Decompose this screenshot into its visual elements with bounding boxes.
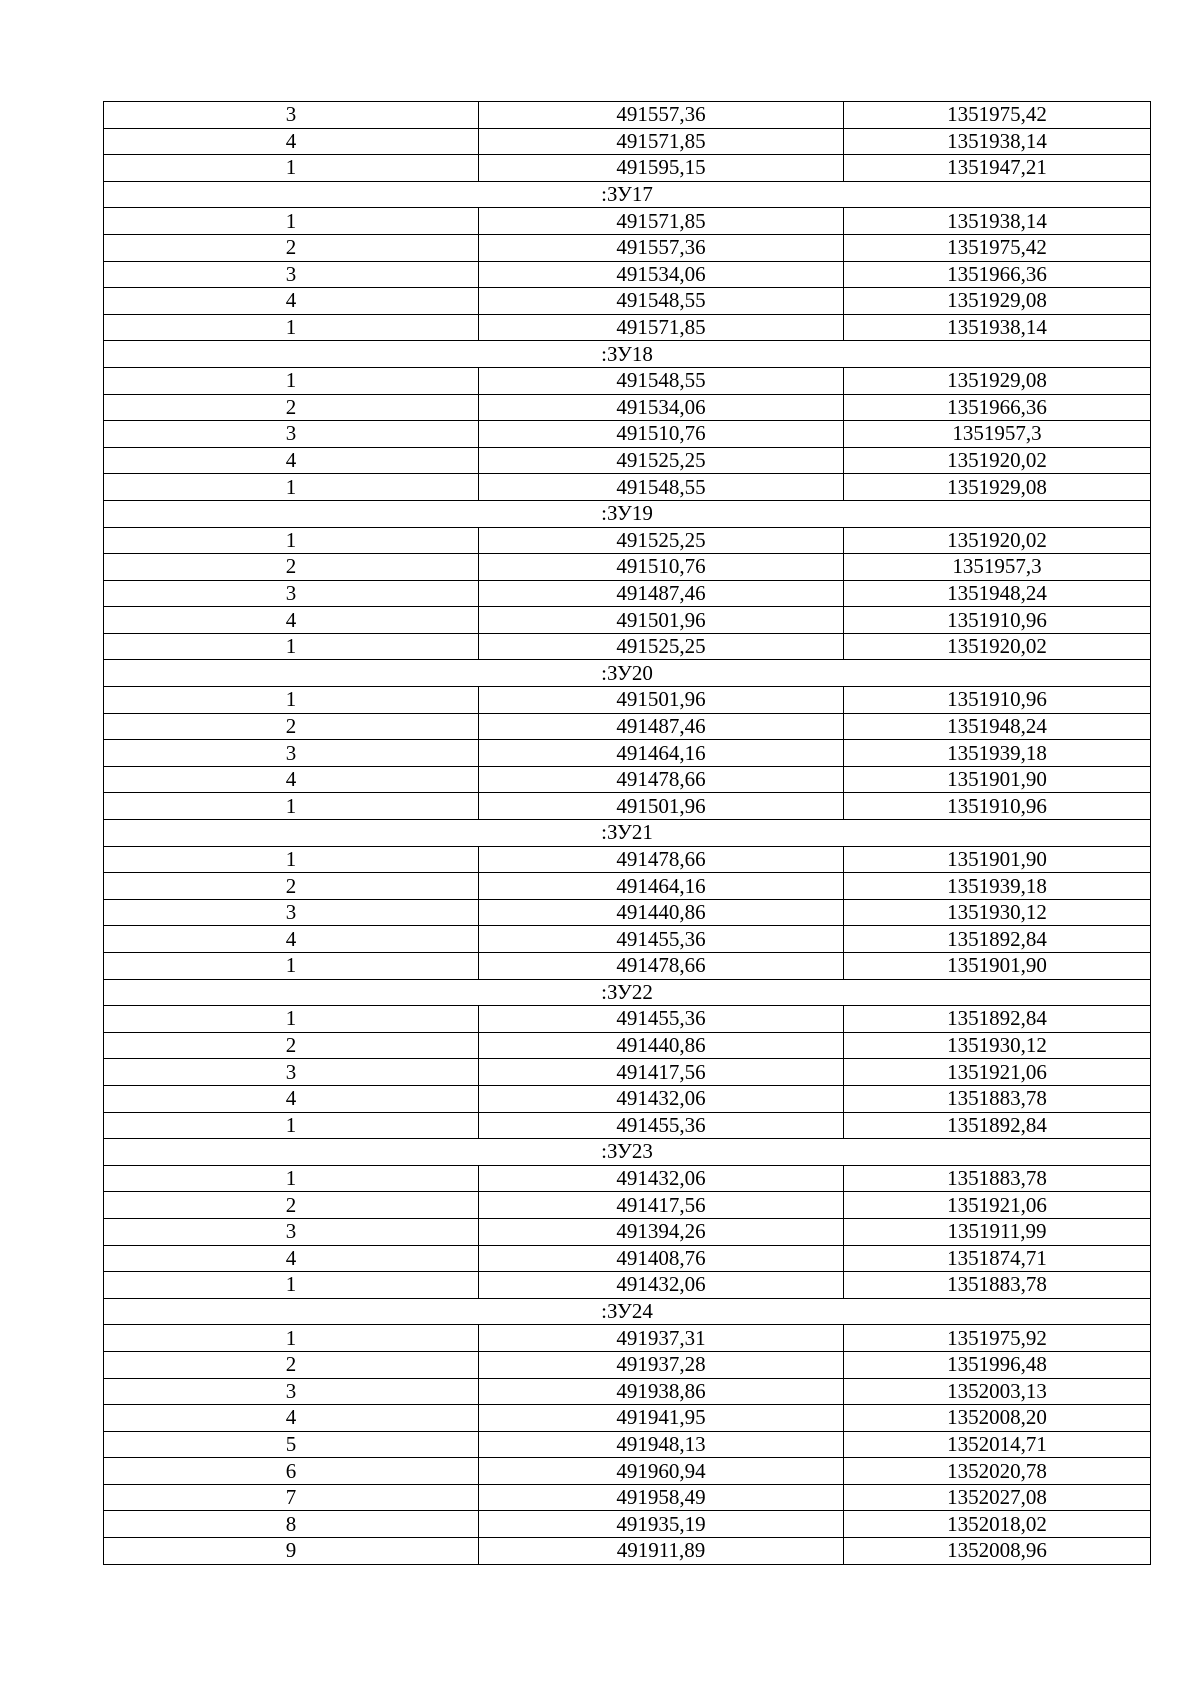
x-coordinate-cell: 491595,15 (479, 155, 844, 182)
table-row (104, 421, 1151, 448)
y-coordinate-cell: 1351957,3 (844, 421, 1151, 448)
table-row (104, 1351, 1151, 1378)
y-coordinate-cell: 1351883,78 (844, 1272, 1151, 1299)
point-number-cell: 3 (104, 261, 479, 288)
x-coordinate-cell: 491417,56 (479, 1192, 844, 1219)
x-coordinate-cell: 491501,96 (479, 607, 844, 634)
plot-header-row (104, 181, 1151, 208)
table-row (104, 1059, 1151, 1086)
x-coordinate-cell: 491548,55 (479, 288, 844, 315)
x-coordinate-cell: 491510,76 (479, 421, 844, 448)
point-number-cell: 2 (104, 1192, 479, 1219)
point-number-cell: 1 (104, 1165, 479, 1192)
x-coordinate-cell: 491501,96 (479, 793, 844, 820)
table-row (104, 1538, 1151, 1565)
table-row (104, 953, 1151, 980)
x-coordinate-cell: 491464,16 (479, 740, 844, 767)
plot-header-row (104, 979, 1151, 1006)
y-coordinate-cell: 1351975,42 (844, 102, 1151, 129)
x-coordinate-cell: 491455,36 (479, 1006, 844, 1033)
y-coordinate-cell: 1352008,20 (844, 1405, 1151, 1432)
point-number-cell: 3 (104, 102, 479, 129)
point-number-cell: 4 (104, 288, 479, 315)
x-coordinate-cell: 491571,85 (479, 128, 844, 155)
plot-id-label: :ЗУ21 (104, 820, 1151, 847)
x-coordinate-cell: 491534,06 (479, 394, 844, 421)
x-coordinate-cell: 491958,49 (479, 1484, 844, 1511)
x-coordinate-cell: 491911,89 (479, 1538, 844, 1565)
table-row (104, 288, 1151, 315)
x-coordinate-cell: 491440,86 (479, 899, 844, 926)
x-coordinate-cell: 491941,95 (479, 1405, 844, 1432)
point-number-cell: 1 (104, 1325, 479, 1352)
table-row (104, 1511, 1151, 1538)
table-row (104, 554, 1151, 581)
y-coordinate-cell: 1351892,84 (844, 1006, 1151, 1033)
x-coordinate-cell: 491478,66 (479, 846, 844, 873)
table-row (104, 1484, 1151, 1511)
table-row (104, 261, 1151, 288)
point-number-cell: 4 (104, 926, 479, 953)
point-number-cell: 2 (104, 1032, 479, 1059)
table-row (104, 474, 1151, 501)
point-number-cell: 1 (104, 155, 479, 182)
table-row (104, 447, 1151, 474)
table-row (104, 1245, 1151, 1272)
table-row (104, 580, 1151, 607)
point-number-cell: 1 (104, 953, 479, 980)
table-row (104, 607, 1151, 634)
table-row (104, 1405, 1151, 1432)
table-row (104, 102, 1151, 129)
table-row (104, 1431, 1151, 1458)
x-coordinate-cell: 491938,86 (479, 1378, 844, 1405)
table-row (104, 1192, 1151, 1219)
point-number-cell: 4 (104, 1085, 479, 1112)
y-coordinate-cell: 1351892,84 (844, 1112, 1151, 1139)
x-coordinate-cell: 491557,36 (479, 234, 844, 261)
point-number-cell: 6 (104, 1458, 479, 1485)
point-number-cell: 2 (104, 554, 479, 581)
point-number-cell: 1 (104, 314, 479, 341)
y-coordinate-cell: 1351938,14 (844, 128, 1151, 155)
y-coordinate-cell: 1351975,92 (844, 1325, 1151, 1352)
x-coordinate-cell: 491525,25 (479, 527, 844, 554)
plot-header-row (104, 341, 1151, 368)
table-row (104, 1112, 1151, 1139)
y-coordinate-cell: 1351939,18 (844, 740, 1151, 767)
y-coordinate-cell: 1351910,96 (844, 687, 1151, 714)
table-row (104, 1085, 1151, 1112)
table-row (104, 899, 1151, 926)
y-coordinate-cell: 1351910,96 (844, 793, 1151, 820)
coordinates-table-body (104, 102, 1151, 1565)
table-row (104, 527, 1151, 554)
y-coordinate-cell: 1351920,02 (844, 527, 1151, 554)
plot-header-row (104, 660, 1151, 687)
point-number-cell: 3 (104, 740, 479, 767)
table-row (104, 1378, 1151, 1405)
y-coordinate-cell: 1351947,21 (844, 155, 1151, 182)
point-number-cell: 1 (104, 633, 479, 660)
table-row (104, 766, 1151, 793)
x-coordinate-cell: 491501,96 (479, 687, 844, 714)
x-coordinate-cell: 491548,55 (479, 474, 844, 501)
point-number-cell: 2 (104, 394, 479, 421)
point-number-cell: 2 (104, 1351, 479, 1378)
x-coordinate-cell: 491548,55 (479, 367, 844, 394)
table-row (104, 367, 1151, 394)
table-row (104, 687, 1151, 714)
point-number-cell: 7 (104, 1484, 479, 1511)
x-coordinate-cell: 491394,26 (479, 1218, 844, 1245)
x-coordinate-cell: 491464,16 (479, 873, 844, 900)
point-number-cell: 9 (104, 1538, 479, 1565)
y-coordinate-cell: 1351939,18 (844, 873, 1151, 900)
y-coordinate-cell: 1351901,90 (844, 766, 1151, 793)
table-row (104, 740, 1151, 767)
y-coordinate-cell: 1351930,12 (844, 1032, 1151, 1059)
x-coordinate-cell: 491432,06 (479, 1272, 844, 1299)
y-coordinate-cell: 1351921,06 (844, 1059, 1151, 1086)
x-coordinate-cell: 491948,13 (479, 1431, 844, 1458)
y-coordinate-cell: 1352027,08 (844, 1484, 1151, 1511)
point-number-cell: 8 (104, 1511, 479, 1538)
point-number-cell: 4 (104, 1245, 479, 1272)
y-coordinate-cell: 1351948,24 (844, 580, 1151, 607)
table-row (104, 793, 1151, 820)
y-coordinate-cell: 1351966,36 (844, 261, 1151, 288)
table-row (104, 1218, 1151, 1245)
point-number-cell: 1 (104, 367, 479, 394)
table-row (104, 1272, 1151, 1299)
x-coordinate-cell: 491534,06 (479, 261, 844, 288)
y-coordinate-cell: 1351892,84 (844, 926, 1151, 953)
y-coordinate-cell: 1351929,08 (844, 367, 1151, 394)
point-number-cell: 4 (104, 447, 479, 474)
x-coordinate-cell: 491960,94 (479, 1458, 844, 1485)
y-coordinate-cell: 1351883,78 (844, 1165, 1151, 1192)
y-coordinate-cell: 1351966,36 (844, 394, 1151, 421)
point-number-cell: 3 (104, 1059, 479, 1086)
x-coordinate-cell: 491571,85 (479, 314, 844, 341)
y-coordinate-cell: 1351938,14 (844, 314, 1151, 341)
y-coordinate-cell: 1352018,02 (844, 1511, 1151, 1538)
table-row (104, 873, 1151, 900)
x-coordinate-cell: 491478,66 (479, 953, 844, 980)
y-coordinate-cell: 1352003,13 (844, 1378, 1151, 1405)
point-number-cell: 1 (104, 1272, 479, 1299)
x-coordinate-cell: 491525,25 (479, 447, 844, 474)
y-coordinate-cell: 1351874,71 (844, 1245, 1151, 1272)
plot-id-label: :ЗУ23 (104, 1139, 1151, 1166)
x-coordinate-cell: 491432,06 (479, 1085, 844, 1112)
x-coordinate-cell: 491408,76 (479, 1245, 844, 1272)
y-coordinate-cell: 1351948,24 (844, 713, 1151, 740)
table-row (104, 1006, 1151, 1033)
x-coordinate-cell: 491557,36 (479, 102, 844, 129)
y-coordinate-cell: 1352014,71 (844, 1431, 1151, 1458)
point-number-cell: 1 (104, 1112, 479, 1139)
point-number-cell: 3 (104, 421, 479, 448)
y-coordinate-cell: 1351883,78 (844, 1085, 1151, 1112)
y-coordinate-cell: 1351929,08 (844, 474, 1151, 501)
point-number-cell: 4 (104, 128, 479, 155)
x-coordinate-cell: 491440,86 (479, 1032, 844, 1059)
point-number-cell: 1 (104, 474, 479, 501)
x-coordinate-cell: 491937,28 (479, 1351, 844, 1378)
point-number-cell: 1 (104, 527, 479, 554)
y-coordinate-cell: 1351929,08 (844, 288, 1151, 315)
x-coordinate-cell: 491478,66 (479, 766, 844, 793)
x-coordinate-cell: 491487,46 (479, 713, 844, 740)
plot-header-row (104, 820, 1151, 847)
y-coordinate-cell: 1351920,02 (844, 633, 1151, 660)
y-coordinate-cell: 1351938,14 (844, 208, 1151, 235)
table-row (104, 926, 1151, 953)
point-number-cell: 3 (104, 580, 479, 607)
y-coordinate-cell: 1351901,90 (844, 953, 1151, 980)
table-row (104, 1032, 1151, 1059)
point-number-cell: 5 (104, 1431, 479, 1458)
point-number-cell: 4 (104, 607, 479, 634)
point-number-cell: 1 (104, 1006, 479, 1033)
x-coordinate-cell: 491935,19 (479, 1511, 844, 1538)
y-coordinate-cell: 1351910,96 (844, 607, 1151, 634)
point-number-cell: 1 (104, 208, 479, 235)
x-coordinate-cell: 491510,76 (479, 554, 844, 581)
table-row (104, 234, 1151, 261)
table-row (104, 1458, 1151, 1485)
x-coordinate-cell: 491937,31 (479, 1325, 844, 1352)
y-coordinate-cell: 1351920,02 (844, 447, 1151, 474)
y-coordinate-cell: 1351957,3 (844, 554, 1151, 581)
point-number-cell: 4 (104, 1405, 479, 1432)
point-number-cell: 2 (104, 713, 479, 740)
y-coordinate-cell: 1352020,78 (844, 1458, 1151, 1485)
y-coordinate-cell: 1351901,90 (844, 846, 1151, 873)
table-row (104, 633, 1151, 660)
point-number-cell: 1 (104, 687, 479, 714)
plot-id-label: :ЗУ22 (104, 979, 1151, 1006)
point-number-cell: 1 (104, 793, 479, 820)
table-row (104, 128, 1151, 155)
x-coordinate-cell: 491432,06 (479, 1165, 844, 1192)
plot-id-label: :ЗУ17 (104, 181, 1151, 208)
x-coordinate-cell: 491455,36 (479, 1112, 844, 1139)
y-coordinate-cell: 1351975,42 (844, 234, 1151, 261)
x-coordinate-cell: 491571,85 (479, 208, 844, 235)
point-number-cell: 3 (104, 899, 479, 926)
plot-header-row (104, 1298, 1151, 1325)
x-coordinate-cell: 491417,56 (479, 1059, 844, 1086)
plot-id-label: :ЗУ18 (104, 341, 1151, 368)
x-coordinate-cell: 491525,25 (479, 633, 844, 660)
x-coordinate-cell: 491455,36 (479, 926, 844, 953)
point-number-cell: 3 (104, 1218, 479, 1245)
point-number-cell: 3 (104, 1378, 479, 1405)
table-row (104, 314, 1151, 341)
y-coordinate-cell: 1352008,96 (844, 1538, 1151, 1565)
x-coordinate-cell: 491487,46 (479, 580, 844, 607)
point-number-cell: 2 (104, 234, 479, 261)
table-row (104, 1165, 1151, 1192)
plot-header-row (104, 1139, 1151, 1166)
plot-id-label: :ЗУ19 (104, 500, 1151, 527)
plot-id-label: :ЗУ20 (104, 660, 1151, 687)
y-coordinate-cell: 1351911,99 (844, 1218, 1151, 1245)
table-row (104, 208, 1151, 235)
coordinates-table (103, 101, 1151, 1565)
y-coordinate-cell: 1351930,12 (844, 899, 1151, 926)
y-coordinate-cell: 1351996,48 (844, 1351, 1151, 1378)
point-number-cell: 1 (104, 846, 479, 873)
table-row (104, 846, 1151, 873)
y-coordinate-cell: 1351921,06 (844, 1192, 1151, 1219)
point-number-cell: 2 (104, 873, 479, 900)
plot-header-row (104, 500, 1151, 527)
table-row (104, 1325, 1151, 1352)
plot-id-label: :ЗУ24 (104, 1298, 1151, 1325)
table-row (104, 713, 1151, 740)
table-row (104, 155, 1151, 182)
table-row (104, 394, 1151, 421)
point-number-cell: 4 (104, 766, 479, 793)
